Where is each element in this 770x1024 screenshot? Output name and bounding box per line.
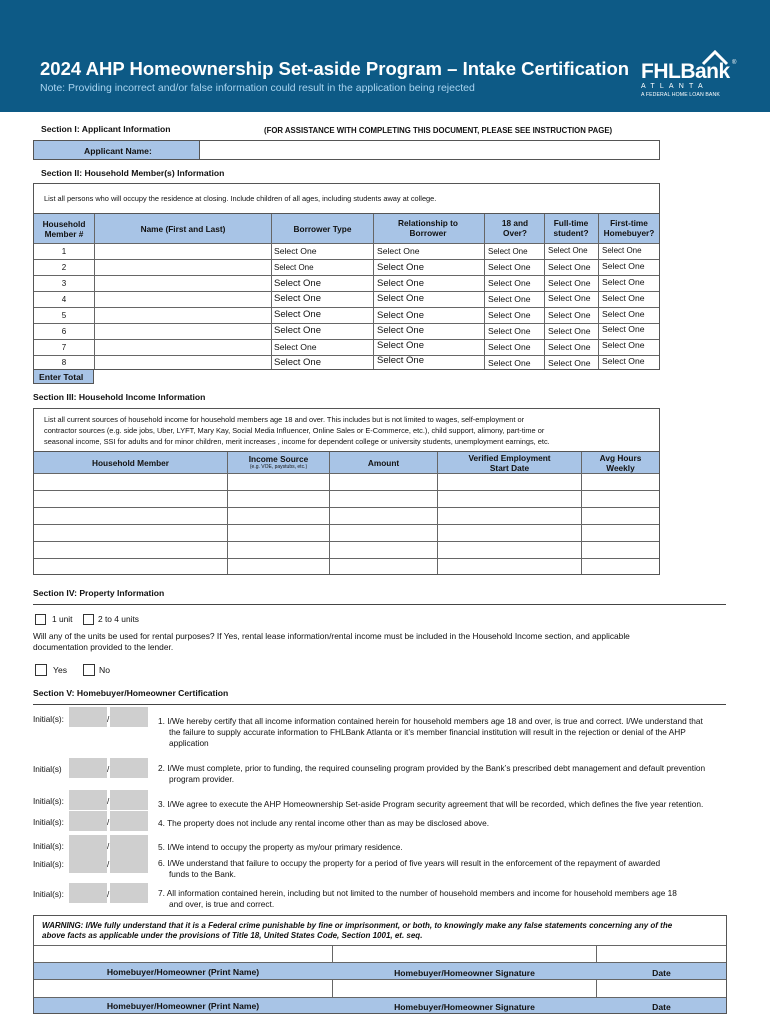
- cert-item-line: 4. The property does not include any rental income other than as may be disclosed above.: [158, 818, 490, 828]
- initials-input-1[interactable]: [69, 835, 110, 855]
- signature-input-1[interactable]: [333, 946, 596, 962]
- section3-title: Section III: Household Income Information: [33, 392, 206, 402]
- age-18-select[interactable]: Select One: [488, 262, 531, 272]
- section2-intro: List all persons who will occupy the residence at closing. Include children of all ages, including students away at college.: [44, 194, 437, 203]
- section3-intro-line: seasonal income, SSI for adults and for minor children, merit increases , income for dependent college or university students, unemployment earnings, etc.: [44, 437, 550, 446]
- two-to-four-units-label: 2 to 4 units: [98, 614, 139, 624]
- initials-input-2[interactable]: [110, 853, 148, 873]
- warning-line: above facts as applicable under the provisions of Title 18, United States Code, Section 1001, et. seq.: [42, 931, 423, 940]
- rental-question-line: documentation provided to the lender.: [33, 642, 174, 652]
- two-to-four-units-checkbox[interactable]: [83, 614, 94, 625]
- age-18-select[interactable]: Select One: [488, 326, 531, 336]
- rental-yes-checkbox[interactable]: [35, 664, 47, 676]
- first-time-select[interactable]: Select One: [602, 324, 645, 334]
- age-18-select[interactable]: Select One: [488, 310, 531, 320]
- row-number: 5: [61, 311, 67, 320]
- relationship-select[interactable]: Select One: [377, 262, 424, 273]
- row-number: 4: [61, 295, 67, 304]
- initials-label: Initial(s):: [33, 860, 64, 869]
- initials-slash: /: [107, 797, 110, 806]
- applicant-label-cell: [33, 140, 200, 160]
- household-table: [33, 213, 660, 370]
- initials-label: Initial(s):: [33, 818, 64, 827]
- rental-no-checkbox[interactable]: [83, 664, 95, 676]
- student-select[interactable]: Select One: [548, 278, 591, 288]
- cert-item-line: 2. I/We must complete, prior to funding, the required counseling program provided by the Bank’s prescribed debt management and default prevention: [158, 763, 706, 773]
- cert-item-line: application: [169, 738, 209, 748]
- age-18-select[interactable]: Select One: [488, 247, 528, 256]
- initials-input-1[interactable]: [69, 853, 110, 873]
- cert-item-line: 7. All information contained herein, including but not limited to the number of household members and income for household members age 18: [158, 888, 677, 898]
- student-select[interactable]: Select One: [548, 293, 591, 303]
- signature-label: Homebuyer/Homeowner Signature: [394, 1002, 535, 1012]
- date-label: Date: [652, 1002, 671, 1012]
- initials-input-1[interactable]: [69, 790, 110, 810]
- borrower-type-select[interactable]: Select One: [274, 342, 317, 352]
- cert-item-line: the failure to supply accurate information to FHLBank Atlanta or it’s member financial institution will result in the rejection or denial of the AHP: [169, 727, 686, 737]
- initials-slash: /: [107, 842, 110, 851]
- member-name-input[interactable]: [95, 244, 271, 259]
- first-time-select[interactable]: Select One: [602, 293, 645, 303]
- borrower-type-select[interactable]: Select One: [274, 246, 317, 256]
- member-name-input[interactable]: [95, 260, 271, 275]
- first-time-select[interactable]: Select One: [602, 246, 642, 255]
- cert-item-line: and over, is true and correct.: [169, 899, 275, 909]
- borrower-type-select[interactable]: Select One: [274, 309, 321, 320]
- age-18-select[interactable]: Select One: [488, 294, 531, 304]
- section5-divider: [33, 704, 726, 705]
- section2-intro-box: [33, 183, 660, 213]
- date-input-1[interactable]: [597, 946, 726, 962]
- income-row-input[interactable]: [34, 559, 659, 574]
- first-time-select[interactable]: Select One: [602, 356, 645, 366]
- row-number: 1: [61, 247, 67, 256]
- section3-intro-box: [33, 408, 660, 451]
- income-row-input[interactable]: [34, 542, 659, 558]
- applicant-label: Applicant Name:: [84, 146, 152, 156]
- initials-label: Initial(s):: [33, 842, 64, 851]
- borrower-type-select[interactable]: Select One: [274, 263, 314, 272]
- print-name-label: Homebuyer/Homeowner (Print Name): [106, 1001, 260, 1011]
- col-header-first-time: First-time Homebuyer?: [603, 218, 655, 238]
- initials-input-2[interactable]: [110, 790, 148, 810]
- cert-item-line: 3. I/We agree to execute the AHP Homeownership Set-aside Program security agreement that will be recorded, which defines the five year retention.: [158, 799, 704, 809]
- initials-input-1[interactable]: [69, 758, 110, 778]
- relationship-select[interactable]: Select One: [377, 246, 420, 256]
- rental-yes-label: Yes: [53, 665, 68, 675]
- date-label: Date: [652, 968, 671, 978]
- section3-intro-line: contractor sources (e.g. side jobs, Uber, LYFT, Mary Kay, Social Media Influencer, Online Sales or E-Commerce, etc.), child support, alimony, part-time or: [44, 426, 545, 435]
- date-input-2[interactable]: [597, 980, 726, 997]
- initials-slash: /: [107, 890, 110, 899]
- borrower-type-select[interactable]: Select One: [274, 293, 321, 304]
- cert-item-line: funds to the Bank.: [169, 869, 236, 879]
- student-select[interactable]: Select One: [548, 246, 588, 255]
- col-header-18-over: 18 and Over?: [501, 218, 529, 238]
- row-number: 3: [61, 279, 67, 288]
- one-unit-checkbox[interactable]: [35, 614, 46, 625]
- member-name-input[interactable]: [95, 276, 271, 291]
- student-select[interactable]: Select One: [548, 326, 591, 336]
- member-name-input[interactable]: [95, 308, 271, 323]
- initials-label: Initial(s):: [33, 715, 64, 724]
- enter-total-label: Enter Total: [39, 372, 84, 382]
- signature-input-2[interactable]: [333, 980, 596, 997]
- initials-input-1[interactable]: [69, 883, 110, 903]
- rental-question-line: Will any of the units be used for rental purposes? If Yes, rental lease information/rental income must be included in the Household Income section, and applicable: [33, 631, 630, 641]
- initials-input-2[interactable]: [110, 707, 148, 727]
- income-row-input[interactable]: [34, 491, 659, 507]
- relationship-select[interactable]: Select One: [377, 293, 424, 304]
- col-header-income-source: Income Source: [248, 454, 309, 464]
- print-name-label: Homebuyer/Homeowner (Print Name): [106, 967, 260, 977]
- row-number: 2: [61, 263, 67, 272]
- cert-item-line: 1. I/We hereby certify that all income information contained herein for household members age 18 and over, is true and correct. I/We understand that: [158, 716, 703, 726]
- signature-table: [33, 915, 727, 1014]
- section2-title: Section II: Household Member(s) Information: [41, 168, 225, 178]
- borrower-type-select[interactable]: Select One: [274, 325, 321, 336]
- member-name-input[interactable]: [95, 324, 271, 339]
- col-header-member: Household Member #: [42, 219, 86, 239]
- assistance-note: (FOR ASSISTANCE WITH COMPLETING THIS DOCUMENT, PLEASE SEE INSTRUCTION PAGE): [264, 126, 613, 135]
- print-name-input-2[interactable]: [34, 980, 332, 997]
- first-time-select[interactable]: Select One: [602, 261, 645, 271]
- fhlbank-logo: [641, 50, 737, 98]
- col-header-hours: Avg Hours Weekly: [599, 453, 642, 473]
- initials-input-2[interactable]: [110, 758, 148, 778]
- cert-item-line: 5. I/We intend to occupy the property as my/our primary residence.: [158, 842, 403, 852]
- borrower-type-select[interactable]: Select One: [274, 278, 321, 289]
- logo-tagline: A FEDERAL HOME LOAN BANK: [641, 92, 720, 98]
- initials-label: Initial(s): [33, 765, 62, 774]
- col-header-relationship: Relationship to Borrower: [398, 218, 458, 238]
- section4-divider: [33, 604, 726, 605]
- member-name-input[interactable]: [95, 292, 271, 307]
- logo-registered: ®: [732, 60, 737, 66]
- logo-sub: ATLANTA: [641, 83, 708, 90]
- row-number: 6: [61, 327, 67, 336]
- initials-slash: /: [107, 818, 110, 827]
- age-18-select[interactable]: Select One: [488, 358, 531, 368]
- logo-wordmark: FHLBank: [641, 60, 730, 83]
- first-time-select[interactable]: Select One: [602, 309, 645, 319]
- initials-slash: /: [107, 860, 110, 869]
- borrower-type-select[interactable]: Select One: [274, 357, 321, 368]
- relationship-select[interactable]: Select One: [377, 355, 424, 366]
- signature-label: Homebuyer/Homeowner Signature: [394, 968, 535, 978]
- col-header-income-member: Household Member: [92, 458, 169, 468]
- page-title: 2024 AHP Homeownership Set-aside Program – Intake Certification: [40, 58, 630, 79]
- rental-no-label: No: [99, 665, 110, 675]
- cert-item-line: program provider.: [169, 774, 235, 784]
- income-row-input[interactable]: [34, 508, 659, 524]
- applicant-name-input[interactable]: [199, 140, 660, 160]
- income-row-input[interactable]: [34, 525, 659, 541]
- income-row-input[interactable]: [34, 474, 659, 490]
- first-time-select[interactable]: Select One: [602, 277, 645, 287]
- col-header-name: Name (First and Last): [140, 224, 226, 234]
- page-header: [0, 0, 770, 112]
- initials-input-1[interactable]: [69, 811, 110, 831]
- relationship-select[interactable]: Select One: [377, 278, 424, 289]
- section5-title: Section V: Homebuyer/Homeowner Certification: [33, 688, 229, 698]
- initials-input-1[interactable]: [69, 707, 110, 727]
- initials-input-2[interactable]: [110, 835, 148, 855]
- section4-title: Section IV: Property Information: [33, 588, 165, 598]
- first-time-select[interactable]: Select One: [602, 340, 645, 350]
- initials-label: Initial(s):: [33, 797, 64, 806]
- col-header-student: Full-time student?: [553, 218, 589, 238]
- cert-item-line: 6. I/We understand that failure to occupy the property for a period of five years will result in the enforcement of the repayment of awarded: [158, 858, 661, 868]
- col-header-amount: Amount: [367, 458, 400, 468]
- student-select[interactable]: Select One: [548, 262, 591, 272]
- col-header-borrower-type: Borrower Type: [293, 224, 352, 234]
- student-select[interactable]: Select One: [548, 342, 591, 352]
- relationship-select[interactable]: Select One: [377, 340, 424, 351]
- print-name-input-1[interactable]: [34, 946, 332, 962]
- enter-total-cell: [33, 369, 94, 384]
- member-name-input[interactable]: [95, 356, 271, 369]
- initials-label: Initial(s):: [33, 890, 64, 899]
- member-name-input[interactable]: [95, 340, 271, 355]
- header-note: Note: Providing incorrect and/or false information could result in the application being rejected: [40, 82, 475, 94]
- initials-input-2[interactable]: [110, 883, 148, 903]
- age-18-select[interactable]: Select One: [488, 278, 531, 288]
- relationship-select[interactable]: Select One: [377, 325, 424, 336]
- section3-intro-line: List all current sources of household income for household members age 18 and over. This includes but is not limited to wages, self-employment or: [44, 415, 525, 424]
- relationship-select[interactable]: Select One: [377, 310, 424, 321]
- initials-slash: /: [107, 765, 110, 774]
- student-select[interactable]: Select One: [548, 358, 591, 368]
- student-select[interactable]: Select One: [548, 310, 591, 320]
- section1-title: Section I: Applicant Information: [41, 124, 171, 134]
- warning-line: WARNING: I/We fully understand that it is a Federal crime punishable by fine or imprisonment, or both, to knowingly make any false statements concerning any of the: [42, 921, 673, 930]
- row-number: 8: [61, 358, 67, 367]
- initials-input-2[interactable]: [110, 811, 148, 831]
- income-table: [33, 451, 660, 575]
- initials-slash: /: [107, 715, 110, 724]
- col-header-income-source-sub: (e.g. VOE, paystubs, etc.): [249, 464, 308, 470]
- col-header-verified: Verified Employment Start Date: [468, 453, 551, 473]
- age-18-select[interactable]: Select One: [488, 342, 531, 352]
- one-unit-label: 1 unit: [52, 614, 73, 624]
- row-number: 7: [61, 343, 67, 352]
